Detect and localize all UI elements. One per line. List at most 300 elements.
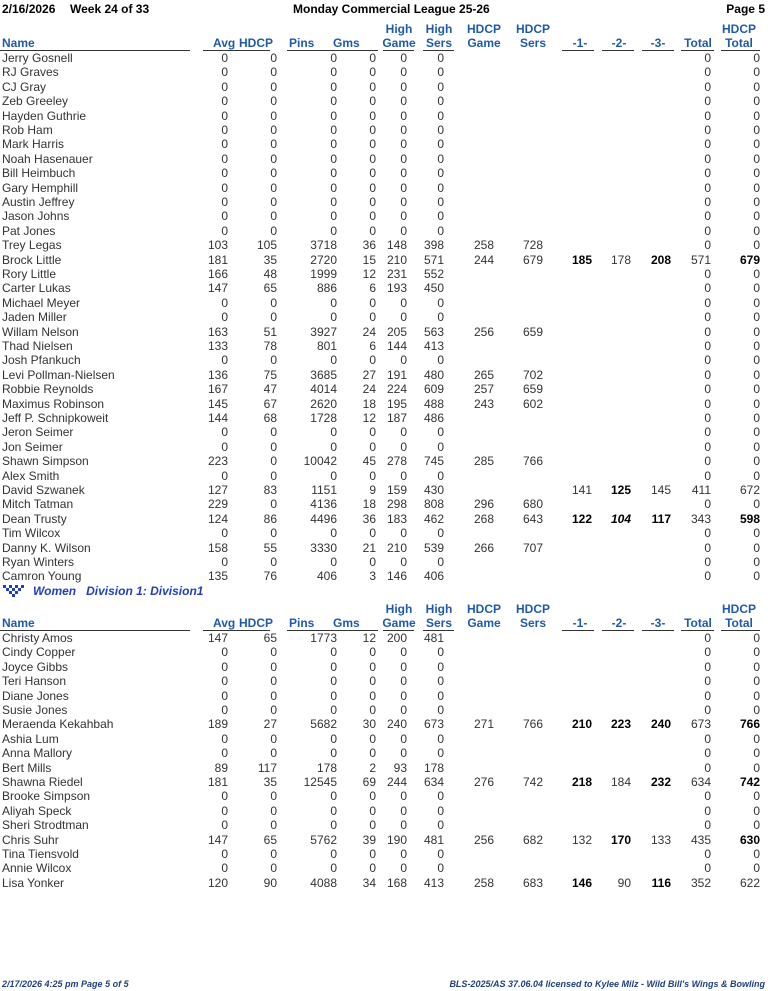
- cell-g3: 133: [650, 832, 671, 847]
- cell-avg: 0: [221, 703, 228, 717]
- cell-ht: 0: [753, 324, 760, 339]
- bowler-row: [0, 526, 768, 540]
- cell-hs: 413: [423, 875, 444, 890]
- cell-gms: 0: [369, 223, 376, 238]
- cell-ht: 0: [753, 555, 760, 569]
- cell-hds: 643: [522, 511, 543, 526]
- cell-tot: 0: [704, 339, 711, 353]
- cell-hs: 178: [423, 760, 444, 775]
- cell-avg: 0: [221, 847, 228, 861]
- column-header-pins: Pins: [289, 36, 315, 50]
- cell-tot: 0: [704, 803, 711, 818]
- cell-gms: 12: [362, 411, 376, 425]
- cell-ht: 0: [753, 151, 760, 166]
- cell-ht: 0: [753, 847, 760, 861]
- cell-ht: 0: [753, 209, 760, 224]
- cell-tot: 0: [704, 79, 711, 94]
- cell-hdg: 256: [473, 324, 494, 339]
- cell-pins: 4496: [310, 511, 337, 526]
- cell-hdcp: 0: [270, 123, 277, 137]
- cell-pins: 3718: [310, 238, 337, 253]
- cell-gms: 0: [369, 818, 376, 833]
- cell-tot: 0: [704, 746, 711, 761]
- cell-hdcp: 0: [270, 703, 277, 717]
- bowler-row: [0, 440, 768, 454]
- cell-avg: 223: [207, 454, 228, 469]
- cell-hdcp: 0: [270, 454, 277, 469]
- cell-gms: 0: [369, 123, 376, 137]
- cell-pins: 0: [330, 731, 337, 746]
- bowler-name: Maximus Robinson: [2, 396, 105, 411]
- cell-hg: 0: [400, 295, 407, 310]
- cell-hg: 159: [386, 483, 407, 497]
- cell-pins: 12545: [303, 775, 337, 789]
- cell-tot: 0: [704, 540, 711, 555]
- column-header-hdcp-game-2: HDCP Game: [466, 602, 501, 630]
- cell-pins: 1773: [310, 631, 337, 645]
- cell-hs: 0: [437, 79, 444, 94]
- bowler-row: [0, 454, 768, 468]
- cell-avg: 0: [221, 818, 228, 833]
- cell-hdcp: 0: [270, 295, 277, 310]
- cell-hs: 481: [423, 832, 444, 847]
- cell-avg: 0: [221, 310, 228, 325]
- cell-hs: 609: [423, 382, 444, 397]
- cell-hg: 278: [386, 454, 407, 469]
- cell-ht: 630: [739, 832, 760, 847]
- bowler-name: Brooke Simpson: [2, 789, 91, 804]
- cell-avg: 147: [207, 281, 228, 296]
- cell-hdcp: 65: [263, 832, 277, 847]
- cell-hs: 0: [437, 180, 444, 195]
- bowler-name: Meraenda Kekahbah: [2, 717, 114, 732]
- bowler-name: Cindy Copper: [2, 645, 76, 660]
- cell-hs: 406: [423, 569, 444, 584]
- cell-hs: 0: [437, 123, 444, 137]
- cell-gms: 0: [369, 468, 376, 483]
- cell-hdg: 285: [473, 454, 494, 469]
- cell-g2: 104: [610, 511, 631, 526]
- bowler-name: Annie Wilcox: [2, 861, 72, 876]
- bowler-row: [0, 746, 768, 760]
- cell-ht: 0: [753, 295, 760, 310]
- cell-gms: 0: [369, 310, 376, 325]
- bowler-name: Sheri Strodtman: [2, 818, 89, 833]
- cell-tot: 0: [704, 295, 711, 310]
- cell-hds: 682: [522, 832, 543, 847]
- cell-ht: 0: [753, 339, 760, 353]
- cell-hdg: 257: [473, 382, 494, 397]
- cell-hg: 0: [400, 195, 407, 209]
- cell-tot: 0: [704, 659, 711, 674]
- cell-avg: 0: [221, 555, 228, 569]
- bowler-name: Bert Mills: [2, 760, 52, 775]
- bowler-row: [0, 512, 768, 526]
- cell-gms: 0: [369, 659, 376, 674]
- cell-avg: 189: [207, 717, 228, 732]
- bowler-row: [0, 368, 768, 382]
- cell-hs: 0: [437, 195, 444, 209]
- cell-avg: 127: [207, 483, 228, 497]
- cell-pins: 0: [330, 166, 337, 181]
- cell-hs: 571: [423, 252, 444, 267]
- bowler-row: [0, 411, 768, 425]
- bowler-row: [0, 325, 768, 339]
- cell-gms: 0: [369, 151, 376, 166]
- bowler-name: Shawn Simpson: [2, 454, 89, 469]
- cell-ht: 0: [753, 645, 760, 660]
- bowler-name: Aliyah Speck: [2, 803, 72, 818]
- cell-gms: 0: [369, 209, 376, 224]
- cell-hs: 486: [423, 411, 444, 425]
- cell-gms: 12: [362, 267, 376, 281]
- cell-pins: 10042: [303, 454, 337, 469]
- cell-avg: 0: [221, 526, 228, 541]
- cell-ht: 0: [753, 746, 760, 761]
- cell-tot: 0: [704, 108, 711, 123]
- cell-ht: 622: [739, 875, 760, 890]
- cell-tot: 0: [704, 688, 711, 703]
- cell-ht: 0: [753, 353, 760, 368]
- cell-ht: 0: [753, 674, 760, 689]
- bowler-name: Robbie Reynolds: [2, 382, 94, 397]
- cell-g3: 208: [650, 252, 671, 267]
- cell-hs: 0: [437, 731, 444, 746]
- cell-hg: 148: [386, 238, 407, 253]
- cell-g2: 184: [610, 775, 631, 789]
- cell-avg: 0: [221, 123, 228, 137]
- cell-gms: 30: [362, 717, 376, 732]
- cell-avg: 0: [221, 180, 228, 195]
- cell-hg: 0: [400, 674, 407, 689]
- cell-gms: 24: [362, 324, 376, 339]
- cell-gms: 27: [362, 367, 376, 382]
- cell-hdcp: 0: [270, 195, 277, 209]
- cell-hg: 224: [386, 382, 407, 397]
- bowler-row: [0, 296, 768, 310]
- cell-hs: 0: [437, 847, 444, 861]
- cell-hg: 187: [386, 411, 407, 425]
- cell-hg: 183: [386, 511, 407, 526]
- cell-avg: 0: [221, 746, 228, 761]
- bowler-name: Camron Young: [2, 569, 82, 584]
- cell-tot: 0: [704, 324, 711, 339]
- cell-gms: 3: [369, 569, 376, 584]
- bowler-row: [0, 833, 768, 847]
- cell-gms: 24: [362, 382, 376, 397]
- bowler-row: [0, 761, 768, 775]
- cell-hdcp: 68: [263, 411, 277, 425]
- cell-hg: 195: [386, 396, 407, 411]
- bowler-name: Noah Hasenauer: [2, 151, 93, 166]
- cell-hs: 0: [437, 789, 444, 804]
- cell-hg: 93: [393, 760, 407, 775]
- bowler-name: Jeff P. Schnipkoweit: [2, 411, 109, 425]
- cell-avg: 0: [221, 731, 228, 746]
- cell-hg: 0: [400, 688, 407, 703]
- cell-g1: 132: [571, 832, 592, 847]
- cell-pins: 3685: [310, 367, 337, 382]
- cell-ht: 0: [753, 688, 760, 703]
- cell-hg: 0: [400, 79, 407, 94]
- bowler-name: Austin Jeffrey: [2, 195, 75, 209]
- cell-tot: 0: [704, 731, 711, 746]
- cell-hdcp: 0: [270, 789, 277, 804]
- bowler-row: [0, 569, 768, 583]
- cell-gms: 6: [369, 339, 376, 353]
- cell-tot: 0: [704, 209, 711, 224]
- cell-hg: 0: [400, 137, 407, 152]
- cell-hs: 0: [437, 803, 444, 818]
- cell-hds: 659: [522, 382, 543, 397]
- bowler-name: RJ Graves: [2, 65, 59, 80]
- cell-hs: 0: [437, 439, 444, 454]
- cell-gms: 0: [369, 137, 376, 152]
- cell-gms: 12: [362, 631, 376, 645]
- cell-pins: 886: [316, 281, 337, 296]
- cell-pins: 0: [330, 108, 337, 123]
- cell-hdcp: 0: [270, 468, 277, 483]
- women-division-label: Women Division 1: Division1: [33, 584, 204, 598]
- cell-hdcp: 0: [270, 151, 277, 166]
- cell-hs: 0: [437, 818, 444, 833]
- cell-hs: 552: [423, 267, 444, 281]
- cell-tot: 0: [704, 645, 711, 660]
- cell-gms: 0: [369, 789, 376, 804]
- bowler-row: [0, 689, 768, 703]
- cell-ht: 0: [753, 411, 760, 425]
- bowler-row: [0, 674, 768, 688]
- bowler-row: [0, 818, 768, 832]
- cell-tot: 0: [704, 497, 711, 512]
- cell-tot: 0: [704, 674, 711, 689]
- bowler-row: [0, 267, 768, 281]
- cell-gms: 0: [369, 79, 376, 94]
- cell-tot: 0: [704, 195, 711, 209]
- column-header-name: Name: [2, 616, 35, 630]
- cell-avg: 158: [207, 540, 228, 555]
- bowler-name: Shawna Riedel: [2, 775, 83, 789]
- cell-g2: 90: [617, 875, 631, 890]
- column-header-gms: Gms: [333, 36, 360, 50]
- column-header-total: Total: [684, 616, 712, 630]
- cell-hs: 0: [437, 108, 444, 123]
- cell-avg: 89: [214, 760, 228, 775]
- cell-ht: 0: [753, 526, 760, 541]
- cell-gms: 45: [362, 454, 376, 469]
- cell-tot: 0: [704, 367, 711, 382]
- cell-gms: 0: [369, 746, 376, 761]
- bowler-row: [0, 209, 768, 223]
- cell-hg: 205: [386, 324, 407, 339]
- cell-hs: 450: [423, 281, 444, 296]
- cell-hdcp: 0: [270, 166, 277, 181]
- cell-tot: 0: [704, 65, 711, 80]
- cell-hdcp: 0: [270, 818, 277, 833]
- cell-hs: 0: [437, 674, 444, 689]
- cell-avg: 0: [221, 803, 228, 818]
- cell-avg: 120: [207, 875, 228, 890]
- cell-avg: 0: [221, 51, 228, 65]
- cell-ht: 0: [753, 180, 760, 195]
- cell-hg: 0: [400, 108, 407, 123]
- cell-hdg: 265: [473, 367, 494, 382]
- cell-pins: 0: [330, 645, 337, 660]
- cell-hg: 0: [400, 645, 407, 660]
- cell-ht: 0: [753, 703, 760, 717]
- column-header-name: Name: [2, 36, 35, 50]
- bowler-row: [0, 181, 768, 195]
- cell-hs: 0: [437, 209, 444, 224]
- cell-ht: 0: [753, 223, 760, 238]
- week-label: Week 24 of 33: [70, 2, 150, 16]
- cell-pins: 5762: [310, 832, 337, 847]
- cell-hg: 193: [386, 281, 407, 296]
- bowler-row: [0, 353, 768, 367]
- cell-tot: 0: [704, 861, 711, 876]
- cell-hs: 0: [437, 555, 444, 569]
- cell-hds: 659: [522, 324, 543, 339]
- cell-hdcp: 75: [263, 367, 277, 382]
- column-header-g2: -2-: [611, 36, 627, 50]
- bowler-name: Joyce Gibbs: [2, 659, 69, 674]
- cell-hg: 0: [400, 468, 407, 483]
- cell-hg: 0: [400, 818, 407, 833]
- cell-gms: 0: [369, 674, 376, 689]
- page-number: Page 5: [726, 2, 765, 16]
- cell-hg: 200: [386, 631, 407, 645]
- cell-hdcp: 67: [263, 396, 277, 411]
- cell-gms: 0: [369, 51, 376, 65]
- cell-pins: 2720: [310, 252, 337, 267]
- cell-pins: 0: [330, 123, 337, 137]
- cell-hg: 0: [400, 703, 407, 717]
- cell-hg: 0: [400, 861, 407, 876]
- bowler-name: Alex Smith: [2, 468, 60, 483]
- cell-hg: 0: [400, 353, 407, 368]
- bowler-row: [0, 80, 768, 94]
- cell-hg: 0: [400, 425, 407, 440]
- cell-gms: 0: [369, 295, 376, 310]
- cell-hs: 563: [423, 324, 444, 339]
- cell-hg: 191: [386, 367, 407, 382]
- cell-hs: 0: [437, 645, 444, 660]
- cell-hg: 0: [400, 555, 407, 569]
- column-header-high-sers-2: High Sers: [425, 602, 453, 630]
- cell-hdcp: 0: [270, 79, 277, 94]
- bowler-row: [0, 238, 768, 252]
- cell-pins: 0: [330, 295, 337, 310]
- cell-avg: 0: [221, 209, 228, 224]
- cell-gms: 0: [369, 555, 376, 569]
- bowler-row: [0, 339, 768, 353]
- cell-tot: 0: [704, 51, 711, 65]
- cell-ht: 0: [753, 108, 760, 123]
- cell-hs: 413: [423, 339, 444, 353]
- cell-avg: 0: [221, 108, 228, 123]
- cell-pins: 0: [330, 803, 337, 818]
- cell-tot: 0: [704, 396, 711, 411]
- cell-hdcp: 0: [270, 497, 277, 512]
- cell-g1: 185: [571, 252, 592, 267]
- cell-hs: 488: [423, 396, 444, 411]
- cell-pins: 0: [330, 818, 337, 833]
- cell-hs: 481: [423, 631, 444, 645]
- cell-hg: 190: [386, 832, 407, 847]
- column-header-hdcp-game-2: HDCP Game: [466, 22, 501, 50]
- cell-tot: 0: [704, 847, 711, 861]
- cell-g3: 145: [650, 483, 671, 497]
- cell-gms: 0: [369, 425, 376, 440]
- bowler-name: Ashia Lum: [2, 731, 59, 746]
- cell-tot: 0: [704, 818, 711, 833]
- cell-gms: 69: [362, 775, 376, 789]
- cell-hg: 240: [386, 717, 407, 732]
- cell-hs: 808: [423, 497, 444, 512]
- cell-hdcp: 86: [263, 511, 277, 526]
- cell-g2: 170: [610, 832, 631, 847]
- bowler-row: [0, 94, 768, 108]
- cell-pins: 0: [330, 137, 337, 152]
- cell-hg: 231: [386, 267, 407, 281]
- cell-ht: 0: [753, 569, 760, 584]
- cell-ht: 679: [739, 252, 760, 267]
- women-column-header: [0, 602, 768, 632]
- cell-hg: 0: [400, 526, 407, 541]
- cell-hg: 210: [386, 252, 407, 267]
- cell-hdg: 271: [473, 717, 494, 732]
- cell-gms: 0: [369, 861, 376, 876]
- cell-pins: 0: [330, 51, 337, 65]
- cell-avg: 163: [207, 324, 228, 339]
- cell-ht: 0: [753, 760, 760, 775]
- cell-pins: 0: [330, 79, 337, 94]
- cell-hds: 602: [522, 396, 543, 411]
- cell-ht: 0: [753, 731, 760, 746]
- cell-hg: 0: [400, 803, 407, 818]
- cell-hds: 707: [522, 540, 543, 555]
- cell-hg: 168: [386, 875, 407, 890]
- cell-g3: 240: [650, 717, 671, 732]
- cell-ht: 0: [753, 94, 760, 109]
- column-header-avg: Avg: [213, 36, 236, 50]
- cell-hg: 210: [386, 540, 407, 555]
- cell-pins: 0: [330, 151, 337, 166]
- cell-pins: 4088: [310, 875, 337, 890]
- cell-gms: 0: [369, 439, 376, 454]
- cell-hg: 0: [400, 223, 407, 238]
- cell-hdcp: 76: [263, 569, 277, 584]
- cell-avg: 0: [221, 166, 228, 181]
- cell-tot: 0: [704, 238, 711, 253]
- cell-ht: 0: [753, 803, 760, 818]
- cell-hdcp: 0: [270, 659, 277, 674]
- bowler-name: CJ Gray: [2, 79, 47, 94]
- bowler-row: [0, 497, 768, 511]
- cell-avg: 0: [221, 223, 228, 238]
- cell-gms: 0: [369, 526, 376, 541]
- cell-hs: 0: [437, 425, 444, 440]
- bowler-row: [0, 469, 768, 483]
- bowler-name: Dean Trusty: [2, 511, 67, 526]
- bowler-name: Carter Lukas: [2, 281, 71, 296]
- cell-avg: 147: [207, 832, 228, 847]
- cell-gms: 15: [362, 252, 376, 267]
- cell-tot: 0: [704, 94, 711, 109]
- cell-ht: 0: [753, 396, 760, 411]
- cell-hg: 0: [400, 123, 407, 137]
- cell-ht: 0: [753, 123, 760, 137]
